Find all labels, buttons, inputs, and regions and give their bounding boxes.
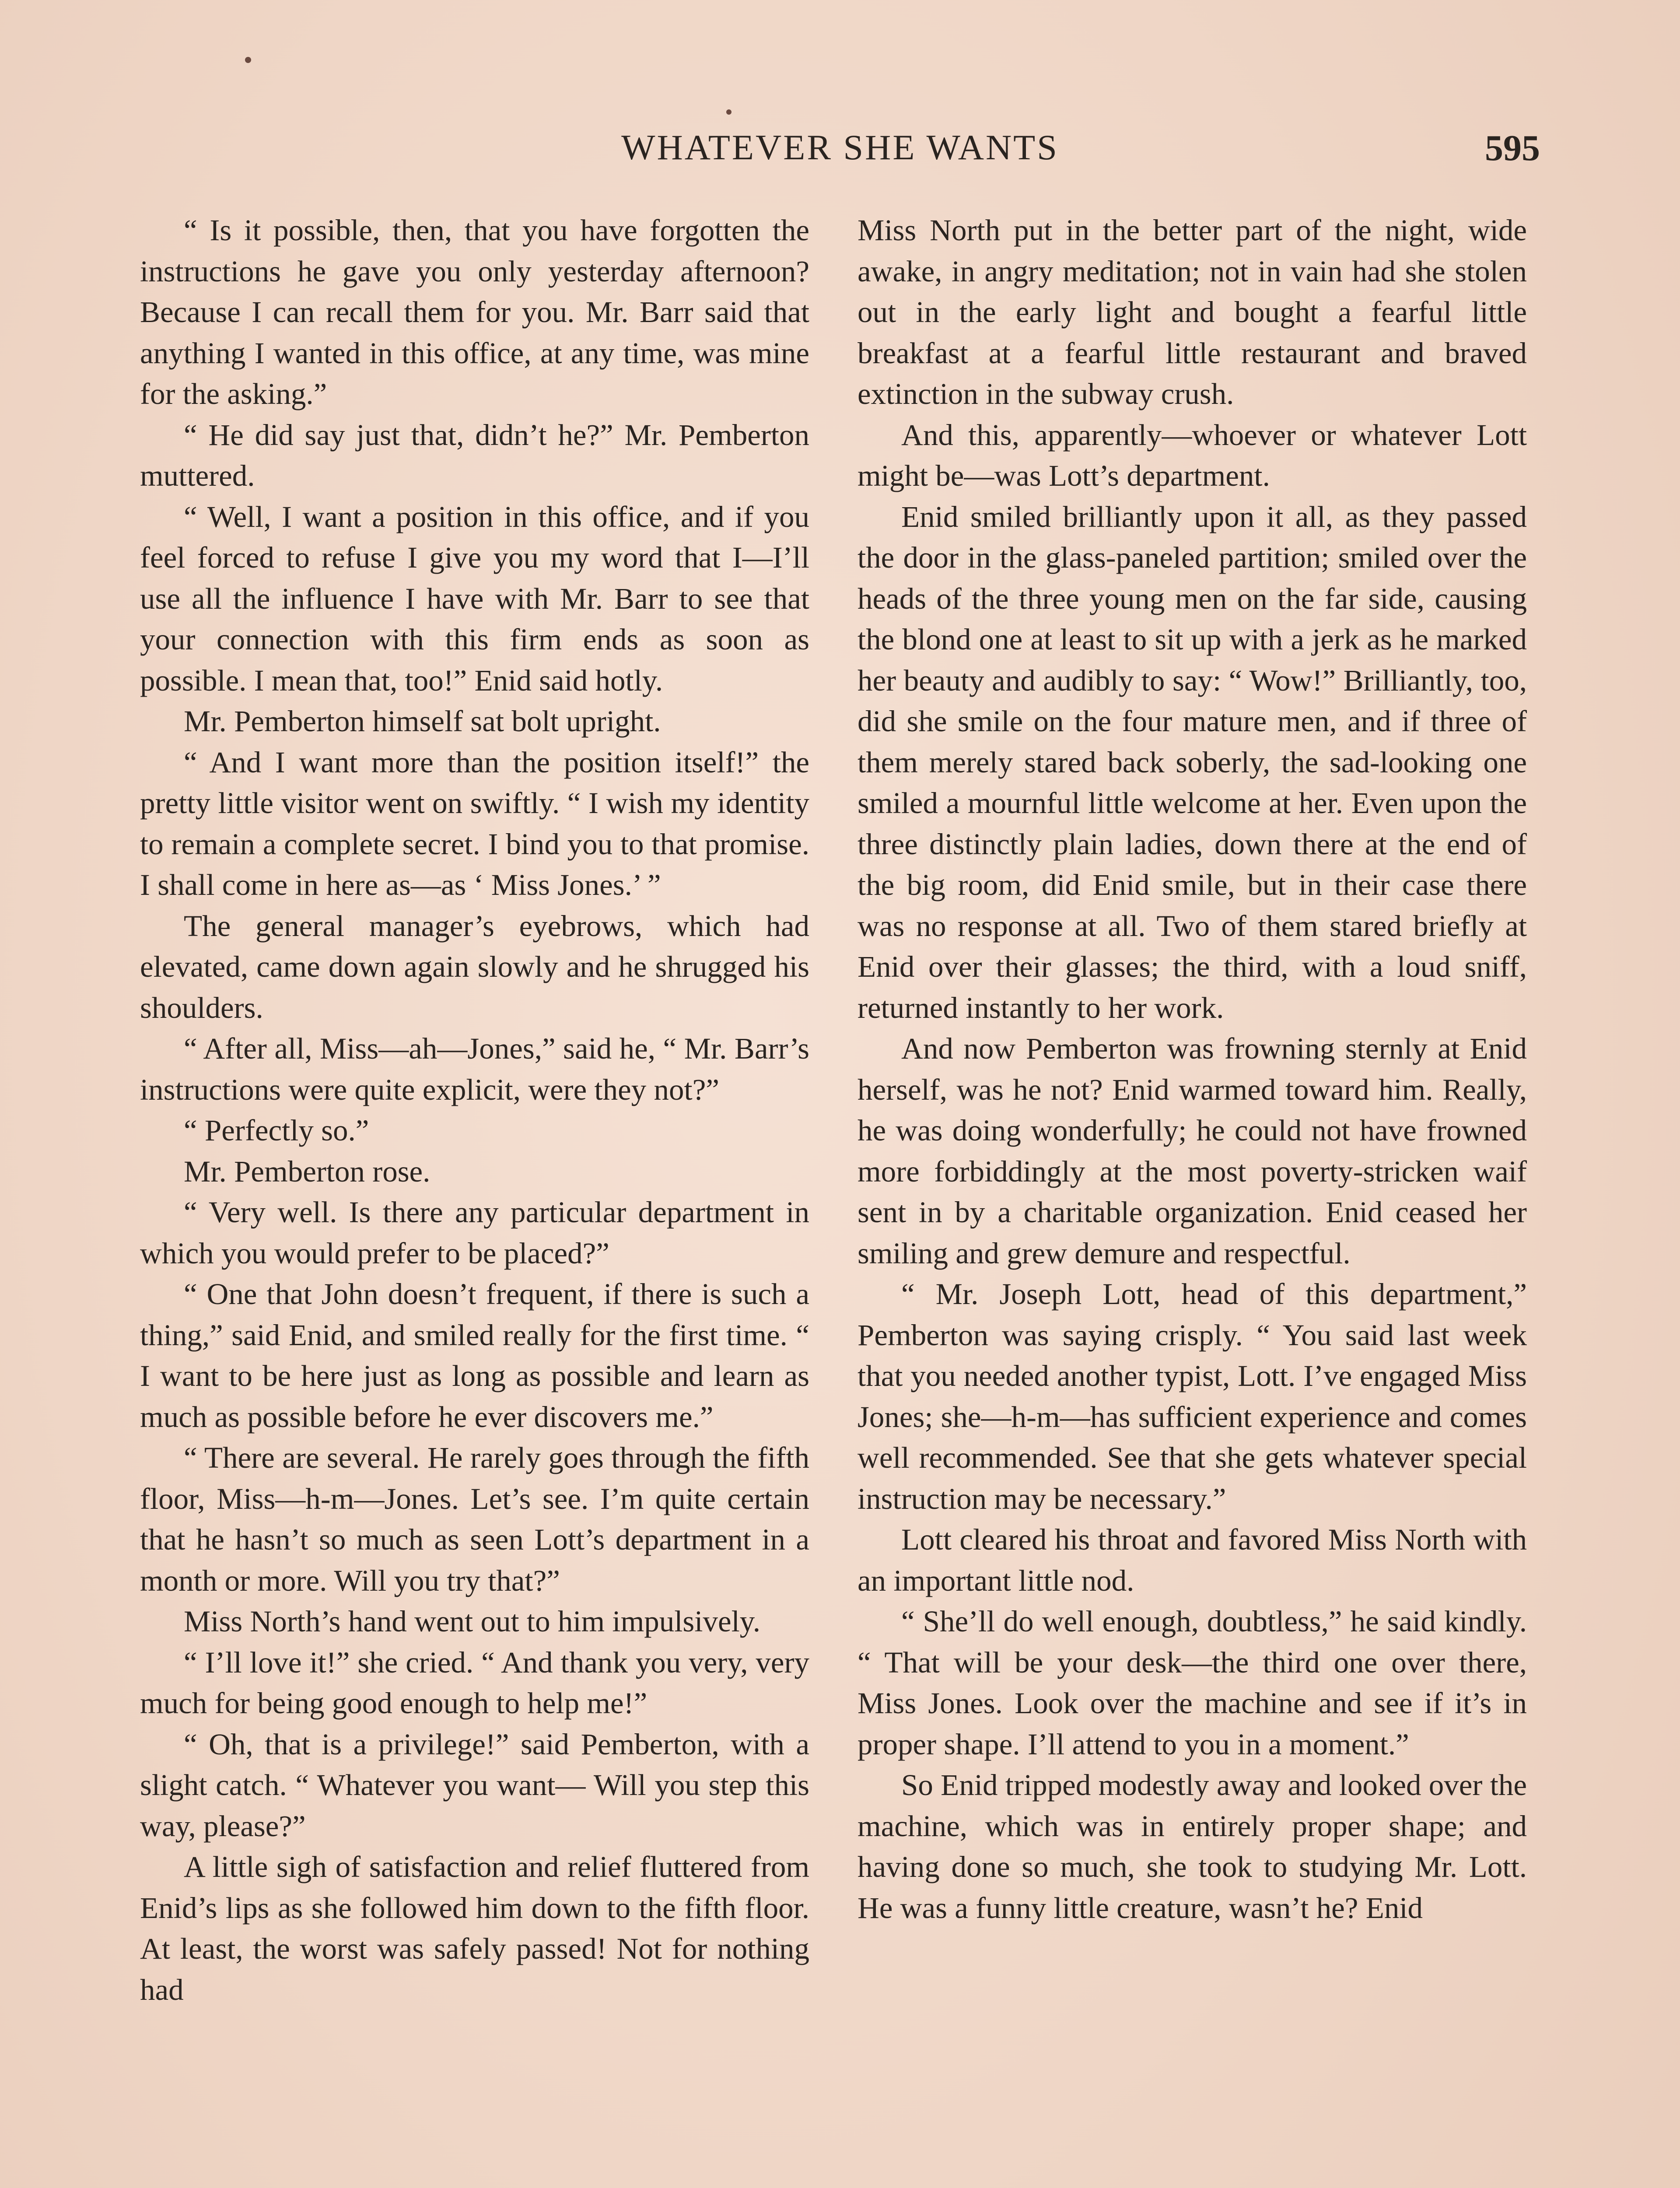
paragraph: Mr. Pemberton himself sat bolt upright. [184,705,661,738]
paragraph: “ Perfectly so.” [184,1114,369,1147]
running-title: WHATEVER SHE WANTS [621,127,1059,167]
paragraph: “ Is it possible, then, that you have forgotten the instructions he gave you only yesterday afternoon? Because I can recall them for you. Mr. Barr said that anything I wanted in this office, at any time, was mine for the asking.” [140,214,809,410]
paragraph: “ Well, I want a position in this office, and if you feel forced to refuse I give you my word that I—I’ll use all the influence I have with Mr. Barr to see that your connection with this firm ends as soon as possible. I mean that, too!” Enid said hotly. [140,500,809,697]
paragraph: “ There are several. He rarely goes through the fifth floor, Miss—h-m—Jones. Let’s see. I’m quite certain that he hasn’t so much as seen Lott’s department in a month or more. Will you try that?” [140,1441,809,1597]
paragraph: And this, apparently—whoever or whatever Lott might be—was Lott’s department. [858,418,1527,492]
paragraph: “ Very well. Is there any particular department in which you would prefer to be placed?” [140,1196,809,1270]
paragraph: And now Pemberton was frowning sternly at Enid herself, was he not? Enid warmed toward him. Really, he was doing wonderfully; he could not have frowned more forbiddingly at the most poverty-stricken waif sent in by a charitable organization. Enid ceased her smiling and grew demure and respectful. [858,1032,1527,1270]
right-text-column [858,210,1527,1929]
paragraph-continued: Miss North put in the better part of the night, wide awake, in angry meditation; not in vain had she stolen out in the early light and bought a fearful little breakfast at a fearful little restaurant and braved extinction in the subway crush. [858,214,1527,410]
paragraph: “ He did say just that, didn’t he?” Mr. Pemberton muttered. [140,418,809,492]
paragraph: Miss North’s hand went out to him impulsively. [184,1605,761,1638]
paragraph: “ And I want more than the position itself!” the pretty little visitor went on swiftly. “ I wish my identity to remain a complete secret. I bind you to that promise. I shall come in here as—as ‘ Miss Jones.’ ” [140,745,809,901]
paragraph: “ She’ll do well enough, doubtless,” he said kindly. “ That will be your desk—the third one over there, Miss Jones. Look over the machine and see if it’s in proper shape. I’ll attend to you in a moment.” [858,1605,1527,1761]
paragraph: The general manager’s eyebrows, which had elevated, came down again slowly and he shrugged his shoulders. [140,909,809,1024]
paragraph: So Enid tripped modestly away and looked over the machine, which was in entirely proper shape; and having done so much, she took to studying Mr. Lott. He was a funny little creature, wasn’t he? Enid [858,1768,1527,1925]
paragraph: Enid smiled brilliantly upon it all, as they passed the door in the glass-paneled partition; smiled over the heads of the three young men on the far side, causing the blond one at least to sit up with a jerk as he marked her beauty and audibly to say: “ Wow!” Brilliantly, too, did she smile on the four mature men, and if three of them merely stared back soberly, the sad-looking one smiled a mournful little welcome at her. Even upon the three distinctly plain ladies, down there at the end of the big room, did Enid smile, but in their case there was no response at all. Two of them stared briefly at Enid over their glasses; the third, with a loud sniff, returned instantly to her work. [858,500,1527,1024]
paragraph: “ After all, Miss—ah—Jones,” said he, “ Mr. Barr’s instructions were quite explicit, were they not?” [140,1032,809,1106]
paragraph: “ I’ll love it!” she cried. “ And thank you very, very much for being good enough to help me!” [140,1645,809,1720]
paper-speck [245,57,251,63]
page-header [140,127,1540,179]
paragraph: “ Oh, that is a privilege!” said Pemberton, with a slight catch. “ Whatever you want— Will you step this way, please?” [140,1727,809,1843]
paragraph: A little sigh of satisfaction and relief fluttered from Enid’s lips as she followed him down to the fifth floor. At least, the worst was safely passed! Not for nothing had [140,1850,809,2006]
paragraph: “ One that John doesn’t frequent, if there is such a thing,” said Enid, and smiled really for the first time. “ I want to be here just as long as possible and learn as much as possible before he ever discovers me.” [140,1277,809,1434]
paragraph: Lott cleared his throat and favored Miss North with an important little nod. [858,1523,1527,1597]
paper-speck [726,109,732,115]
paragraph: Mr. Pemberton rose. [184,1154,430,1188]
page-number: 595 [1485,128,1540,168]
left-text-column [140,210,809,2010]
paragraph: “ Mr. Joseph Lott, head of this department,” Pemberton was saying crisply. “ You said last week that you needed another typist, Lott. I’ve engaged Miss Jones; she—h-m—has sufficient experience and comes well recommended. See that she gets whatever special instruction may be necessary.” [858,1277,1527,1515]
